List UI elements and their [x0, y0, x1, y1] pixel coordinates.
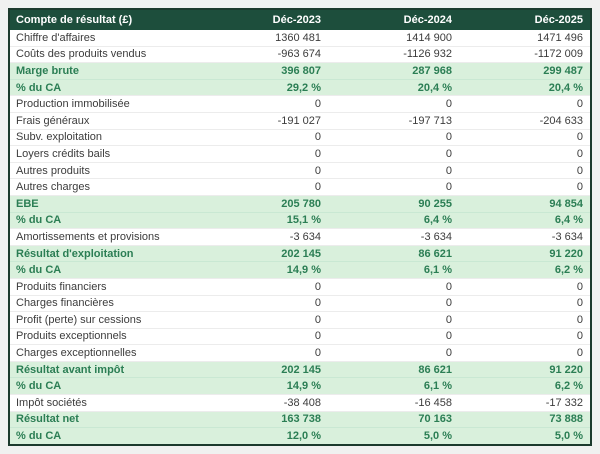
table-header-dec-2025: Déc-2025	[534, 14, 583, 26]
cell-value: 0	[314, 164, 321, 177]
cell-value: 0	[445, 297, 452, 310]
cell-value: 91 220	[549, 363, 583, 376]
cell-value: 396 807	[281, 64, 321, 77]
row-label: Chiffre d'affaires	[16, 31, 96, 44]
table-row	[10, 261, 590, 278]
cell-value: 163 738	[281, 413, 321, 426]
table-row	[10, 344, 590, 361]
cell-value: 0	[314, 280, 321, 293]
cell-value: 0	[314, 147, 321, 160]
cell-value: -3 634	[551, 230, 583, 243]
cell-value: -1172 009	[534, 48, 583, 61]
row-label: % du CA	[16, 430, 62, 443]
cell-value: 0	[314, 330, 321, 343]
cell-value: 12,0 %	[286, 430, 321, 443]
cell-value: 5,0 %	[423, 430, 452, 443]
cell-value: 0	[314, 297, 321, 310]
row-label: Frais généraux	[16, 114, 90, 127]
cell-value: 6,4 %	[423, 214, 452, 227]
table-row	[10, 328, 590, 345]
cell-value: 0	[576, 164, 583, 177]
cell-value: 0	[576, 131, 583, 144]
cell-value: 6,1 %	[423, 264, 452, 277]
row-label: % du CA	[16, 380, 62, 393]
cell-value: 29,2 %	[286, 81, 321, 94]
row-label: Autres charges	[16, 181, 90, 194]
cell-value: 94 854	[549, 197, 583, 210]
cell-value: 1360 481	[275, 31, 321, 44]
cell-value: 0	[314, 131, 321, 144]
row-label: Charges exceptionnelles	[16, 347, 137, 360]
table-row	[10, 295, 590, 312]
cell-value: -3 634	[289, 230, 321, 243]
cell-value: 0	[576, 181, 583, 194]
cell-value: -204 633	[539, 114, 583, 127]
cell-value: 0	[445, 131, 452, 144]
table-row	[10, 212, 590, 229]
table-row	[10, 427, 590, 444]
row-label: Profit (perte) sur cessions	[16, 313, 142, 326]
income-statement-table	[8, 8, 592, 446]
table-row	[10, 361, 590, 378]
table-row	[10, 145, 590, 162]
table-row	[10, 62, 590, 79]
table-row	[10, 30, 590, 46]
row-label: Amortissements et provisions	[16, 230, 160, 243]
cell-value: 287 968	[412, 64, 452, 77]
row-label: Loyers crédits bails	[16, 147, 111, 160]
cell-value: 0	[445, 280, 452, 293]
table-row	[10, 411, 590, 428]
cell-value: 6,1 %	[423, 380, 452, 393]
table-row	[10, 228, 590, 245]
cell-value: -3 634	[420, 230, 452, 243]
cell-value: 0	[576, 297, 583, 310]
table-row	[10, 394, 590, 411]
row-label: Produits exceptionnels	[16, 330, 127, 343]
cell-value: 0	[445, 98, 452, 111]
cell-value: 86 621	[418, 247, 452, 260]
cell-value: 6,2 %	[554, 264, 583, 277]
table-row	[10, 112, 590, 129]
row-label: % du CA	[16, 81, 62, 94]
table-header-dec-2023: Déc-2023	[272, 14, 321, 26]
cell-value: 0	[445, 330, 452, 343]
row-label: Marge brute	[16, 64, 79, 77]
table-row	[10, 162, 590, 179]
cell-value: 0	[314, 313, 321, 326]
cell-value: -191 027	[277, 114, 321, 127]
cell-value: 0	[576, 330, 583, 343]
row-label: EBE	[16, 197, 39, 210]
table-row	[10, 245, 590, 262]
cell-value: 0	[314, 181, 321, 194]
cell-value: 90 255	[418, 197, 452, 210]
table-row	[10, 95, 590, 112]
cell-value: 0	[445, 313, 452, 326]
row-label: % du CA	[16, 264, 62, 277]
row-label: Impôt sociétés	[16, 396, 87, 409]
cell-value: 91 220	[549, 247, 583, 260]
row-label: Résultat d'exploitation	[16, 247, 134, 260]
table-header-title: Compte de résultat (£)	[16, 14, 133, 26]
table-row	[10, 195, 590, 212]
cell-value: 6,2 %	[554, 380, 583, 393]
cell-value: 0	[314, 347, 321, 360]
cell-value: 5,0 %	[554, 430, 583, 443]
cell-value: 205 780	[281, 197, 321, 210]
row-label: Résultat avant impôt	[16, 363, 125, 376]
cell-value: 202 145	[281, 363, 321, 376]
cell-value: 0	[445, 347, 452, 360]
cell-value: 86 621	[418, 363, 452, 376]
table-row	[10, 311, 590, 328]
cell-value: 6,4 %	[554, 214, 583, 227]
cell-value: 0	[445, 181, 452, 194]
cell-value: 20,4 %	[417, 81, 452, 94]
cell-value: 0	[576, 313, 583, 326]
cell-value: 299 487	[543, 64, 583, 77]
row-label: Production immobilisée	[16, 98, 130, 111]
row-label: Résultat net	[16, 413, 79, 426]
row-label: % du CA	[16, 214, 62, 227]
table-row	[10, 46, 590, 63]
cell-value: 0	[445, 147, 452, 160]
table-row	[10, 129, 590, 146]
cell-value: -963 674	[277, 48, 321, 61]
cell-value: 14,9 %	[286, 380, 321, 393]
cell-value: 20,4 %	[548, 81, 583, 94]
cell-value: -1126 932	[403, 48, 452, 61]
cell-value: 73 888	[549, 413, 583, 426]
table-header-dec-2024: Déc-2024	[403, 14, 452, 26]
cell-value: 0	[445, 164, 452, 177]
cell-value: 0	[314, 98, 321, 111]
cell-value: 202 145	[281, 247, 321, 260]
cell-value: 0	[576, 280, 583, 293]
table-row	[10, 178, 590, 195]
table-row	[10, 278, 590, 295]
table-row	[10, 377, 590, 394]
row-label: Autres produits	[16, 164, 90, 177]
cell-value: -197 713	[408, 114, 452, 127]
cell-value: -17 332	[545, 396, 583, 409]
cell-value: 14,9 %	[286, 264, 321, 277]
table-header-row	[10, 10, 590, 30]
cell-value: 0	[576, 98, 583, 111]
row-label: Subv. exploitation	[16, 131, 103, 144]
row-label: Produits financiers	[16, 280, 107, 293]
cell-value: -38 408	[283, 396, 321, 409]
cell-value: 70 163	[418, 413, 452, 426]
cell-value: -16 458	[414, 396, 452, 409]
table-row	[10, 79, 590, 96]
cell-value: 0	[576, 147, 583, 160]
row-label: Coûts des produits vendus	[16, 48, 147, 61]
cell-value: 1414 900	[406, 31, 452, 44]
cell-value: 0	[576, 347, 583, 360]
cell-value: 15,1 %	[286, 214, 321, 227]
row-label: Charges financières	[16, 297, 114, 310]
cell-value: 1471 496	[537, 31, 583, 44]
